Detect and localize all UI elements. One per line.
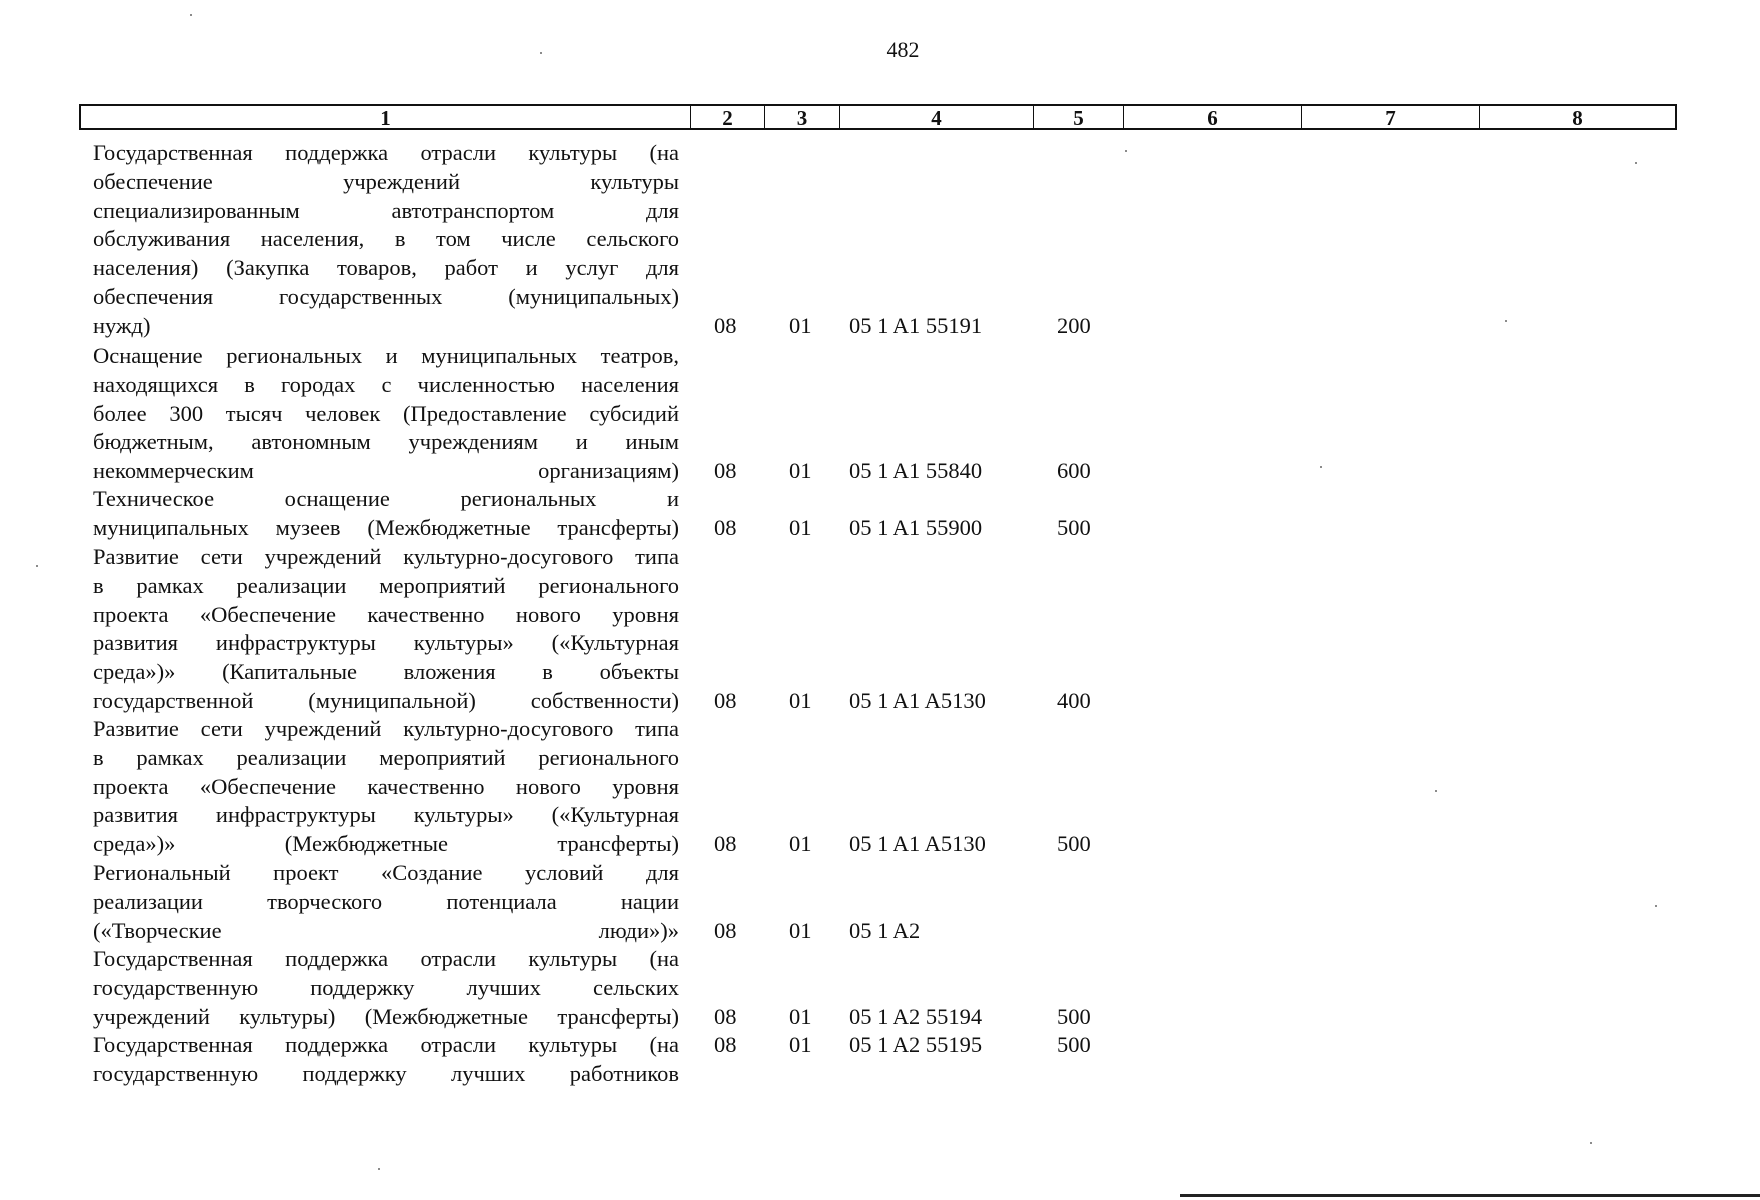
scan-speck [378, 1168, 380, 1170]
row-description [93, 139, 679, 341]
cell-col5: 600 [1057, 458, 1091, 484]
row-description-line: учреждений культуры) (Межбюджетные трансферты) [93, 1003, 679, 1029]
scan-speck [1590, 1142, 1592, 1144]
row-description-line: государственную поддержку лучших сельских [93, 974, 679, 1000]
header-col-8: 8 [1572, 106, 1583, 130]
row-description-line: населения) (Закупка товаров, работ и услуг для [93, 255, 679, 281]
scan-speck [36, 565, 38, 567]
row-description [93, 859, 679, 945]
row-description-line: проекта «Обеспечение качественно нового уровня [93, 601, 679, 627]
row-description [93, 1031, 679, 1089]
scan-speck [1505, 320, 1507, 322]
row-description-line: специализированным автотранспортом для [93, 197, 679, 223]
cell-col4: 05 1 A1 A5130 [849, 688, 986, 713]
scan-speck [1320, 466, 1322, 468]
row-description-line: развития инфраструктуры культуры» («Культурная [93, 802, 679, 828]
cell-col3: 01 [789, 688, 812, 713]
row-description-line: находящихся в городах с численностью населения [93, 371, 679, 397]
row-description [93, 543, 679, 716]
scan-speck [1655, 905, 1657, 907]
row-description-line: Государственная поддержка отрасли культуры (на [93, 946, 679, 971]
cell-col4: 05 1 A1 55900 [849, 514, 983, 540]
cell-col3: 01 [789, 1003, 812, 1029]
cell-col2: 08 [714, 1032, 737, 1057]
header-col-5: 5 [1034, 106, 1124, 128]
header-col-7: 7 [1302, 106, 1480, 128]
cell-col2: 08 [714, 831, 737, 857]
row-description-line: развития инфраструктуры культуры» («Культурная [93, 630, 679, 656]
row-description-line: проекта «Обеспечение качественно нового уровня [93, 773, 679, 799]
cell-col4: 05 1 A2 55194 [849, 1003, 983, 1029]
scan-speck [190, 14, 192, 16]
cell-col5: 500 [1057, 1032, 1091, 1057]
row-description [93, 485, 679, 543]
cell-col2: 08 [714, 1003, 737, 1029]
scan-speck [1125, 150, 1127, 152]
row-description-line: Региональный проект «Создание условий для [93, 860, 679, 885]
header-col-3: 3 [765, 106, 840, 128]
cell-col5: 500 [1057, 831, 1091, 857]
page-number: 482 [886, 37, 920, 62]
cell-col4: 05 1 A1 55191 [849, 312, 983, 338]
cell-col5: 500 [1057, 1003, 1091, 1029]
cell-col3: 01 [789, 1032, 812, 1057]
row-description [93, 715, 679, 859]
table-header [79, 104, 1677, 130]
header-col-6: 6 [1124, 106, 1302, 128]
row-description-line: Техническое оснащение региональных и [93, 486, 679, 511]
cell-col4: 05 1 A1 55840 [849, 458, 983, 484]
row-description-line: муниципальных музеев (Межбюджетные трансферты) [93, 514, 679, 540]
cell-col4: 05 1 A2 [849, 917, 921, 943]
row-description-line: государственную поддержку лучших работников [93, 1060, 679, 1086]
row-description-line: обслуживания населения, в том числе сельского [93, 226, 679, 252]
row-description-line: обеспечения государственных (муниципальных) [93, 283, 679, 309]
row-description-line: Развитие сети учреждений культурно-досугового типа [93, 716, 679, 741]
cell-col2: 08 [714, 312, 737, 338]
cell-col5: 500 [1057, 514, 1091, 540]
row-description-line: в рамках реализации мероприятий регионального [93, 744, 679, 770]
cell-col2: 08 [714, 458, 737, 484]
row-description-line: Государственная поддержка отрасли культуры (на [93, 140, 679, 165]
row-description-line: («Творческие люди»)» [93, 917, 679, 943]
header-col-4: 4 [840, 106, 1034, 128]
row-description-line: реализации творческого потенциала нации [93, 888, 679, 914]
header-col-2: 2 [691, 106, 765, 128]
row-description-line: среда»)» (Межбюджетные трансферты) [93, 831, 679, 857]
row-description-line: бюджетным, автономным учреждениям и иным [93, 429, 679, 455]
row-description-line: Оснащение региональных и муниципальных театров, [93, 343, 679, 368]
cell-col3: 01 [789, 514, 812, 540]
row-description-line: Развитие сети учреждений культурно-досугового типа [93, 544, 679, 569]
row-description-line: более 300 тысяч человек (Предоставление субсидий [93, 400, 679, 426]
cell-col3: 01 [789, 917, 812, 943]
header-col-1: 1 [81, 106, 691, 128]
cell-col3: 01 [789, 831, 812, 857]
cell-col2: 08 [714, 514, 737, 540]
cell-col2: 08 [714, 917, 737, 943]
row-description-line: обеспечение учреждений культуры [93, 168, 679, 194]
cell-col4: 05 1 A1 A5130 [849, 831, 986, 857]
row-description-line: в рамках реализации мероприятий регионального [93, 572, 679, 598]
row-description-line: государственной (муниципальной) собственности) [93, 687, 679, 713]
row-description-line: Государственная поддержка отрасли культуры (на [93, 1032, 679, 1057]
cell-col3: 01 [789, 458, 812, 484]
scan-edge-line [1180, 1194, 1760, 1197]
cell-col3: 01 [789, 312, 812, 338]
scan-speck [1635, 162, 1637, 164]
cell-col5: 400 [1057, 688, 1091, 713]
cell-col2: 08 [714, 688, 737, 713]
row-description [93, 342, 679, 486]
scan-speck [1435, 790, 1437, 792]
row-description-line: нужд) [93, 312, 151, 338]
scan-speck [540, 52, 542, 54]
cell-col5: 200 [1057, 312, 1091, 338]
row-description-line: некоммерческим организациям) [93, 458, 679, 484]
cell-col4: 05 1 A2 55195 [849, 1032, 983, 1057]
row-description [93, 945, 679, 1031]
row-description-line: среда»)» (Капитальные вложения в объекты [93, 659, 679, 685]
